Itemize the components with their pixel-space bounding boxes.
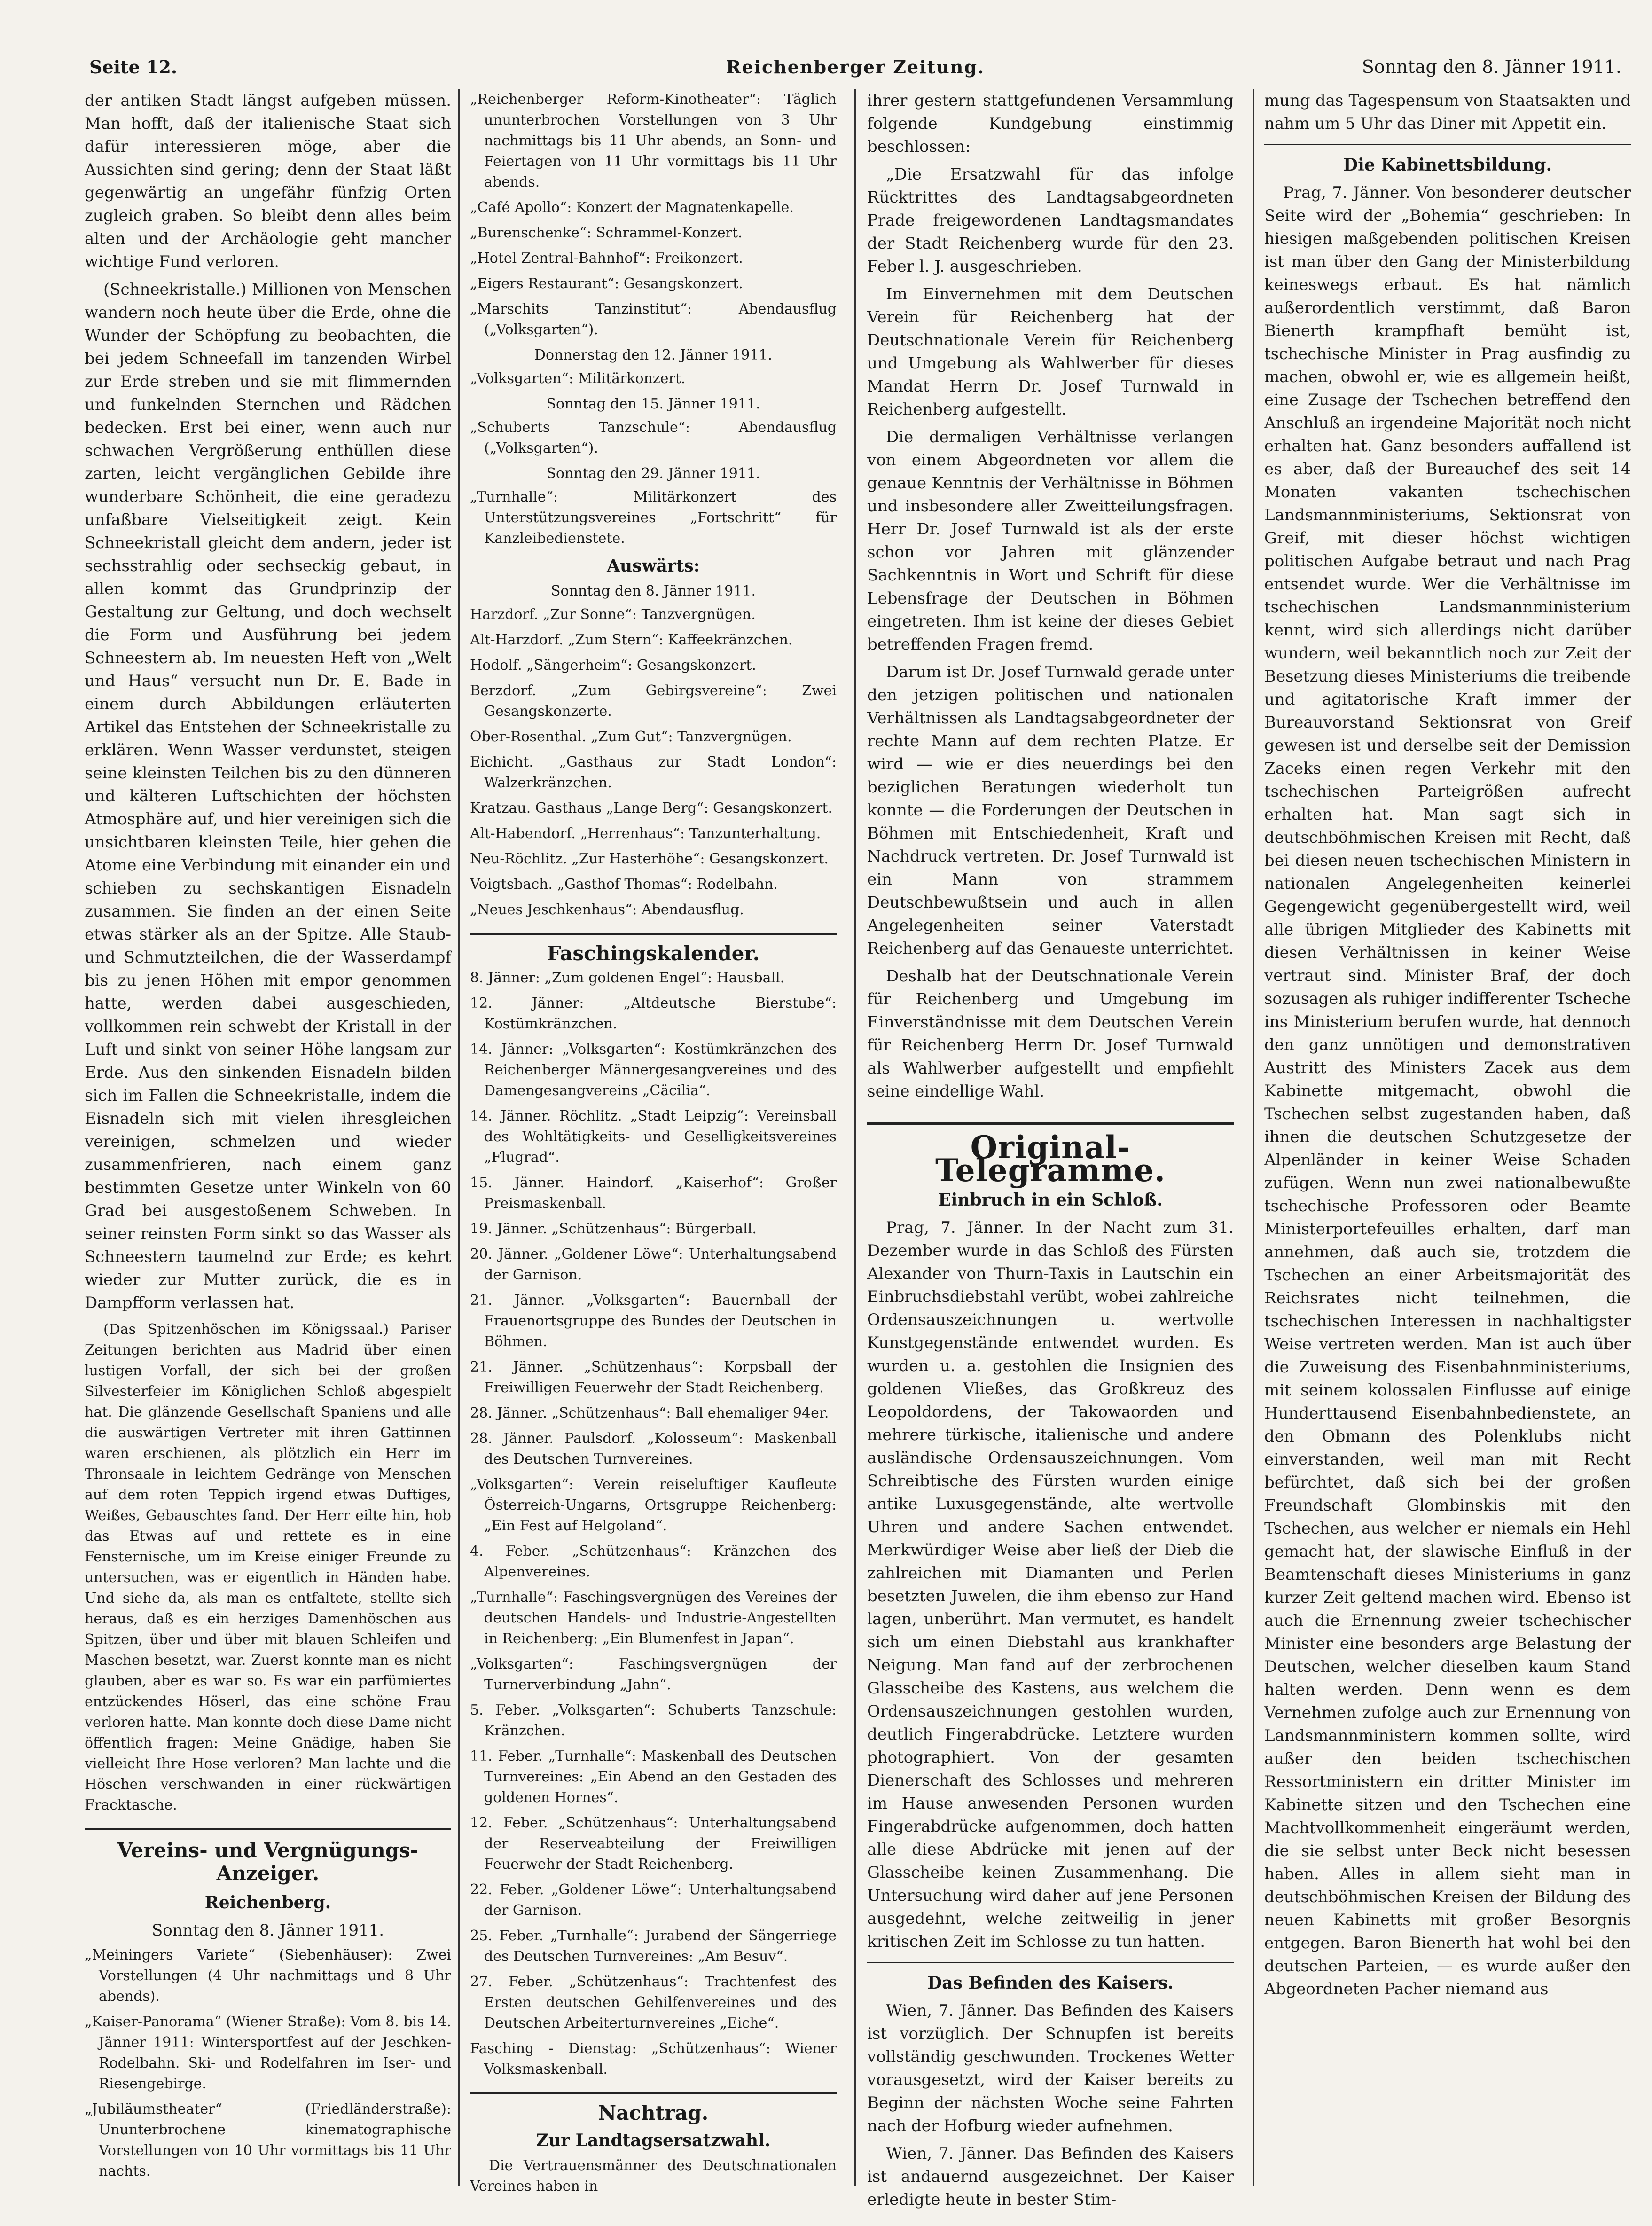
- listing-entry: „Kaiser-Panorama“ (Wiener Straße): Vom 8. bis 14. Jänner 1911: Wintersportfest auf der Jeschken-Rodelbahn. Ski- und Rodelfahren im Iser- und Riesengebirge.: [85, 2014, 451, 2092]
- section-title-telegramme: Original-Telegramme.: [867, 1122, 1234, 1182]
- listing-entry: „Eigers Restaurant“: Gesangskonzert.: [470, 275, 743, 292]
- subsection-title: Zur Landtagsersatzwahl.: [536, 2131, 771, 2150]
- listing-entry: 15. Jänner. Haindorf. „Kaiserhof“: Großer Preismaskenball.: [470, 1175, 837, 1212]
- listing-date: Donnerstag den 12. Jänner 1911.: [534, 347, 773, 363]
- listing-entry: Voigtsbach. „Gasthof Thomas“: Rodelbahn.: [470, 876, 778, 893]
- listing-entry: 25. Feber. „Turnhalle“: Jurabend der Sängerriege des Deutschen Turnvereines: „Am Besuv“.: [470, 1928, 837, 1965]
- article-paragraph: Die dermaligen Verhältnisse verlangen von einem Abgeordneten vor allem die genaue Kenntnis der Verhältnisse in Böhmen und insbesondere aller Zweitteilungsfragen. Herr Dr. Josef Turnwald ist als der erste schon vor Jahren mit glänzender Sachkenntnis in Wort und Schrift für diese Lebensfrage der Deutschen in Böhmen eingetreten. Ihm ist keine der dieses Gebiet betreffenden Fragen fremd.: [867, 428, 1234, 654]
- column-4: [1264, 89, 1631, 2190]
- listing-entry: 28. Jänner. Paulsdorf. „Kolosseum“: Maskenball des Deutschen Turnvereines.: [470, 1430, 837, 1467]
- section-place: Reichenberg.: [204, 1893, 331, 1912]
- listing-entry: Fasching - Dienstag: „Schützenhaus“: Wiener Volksmaskenball.: [470, 2040, 837, 2077]
- listing-entry: „Turnhalle“: Militärkonzert des Unterstützungsvereines „Fortschritt“ für Kanzleibedienstete.: [470, 489, 837, 547]
- section-title-auswaerts: Auswärts:: [607, 556, 700, 576]
- listing-entry: Ober-Rosenthal. „Zum Gut“: Tanzvergnügen.: [470, 729, 792, 745]
- listing-entry: 22. Feber. „Goldener Löwe“: Unterhaltungsabend der Garnison.: [470, 1881, 837, 1919]
- listing-entry: Alt-Habendorf. „Herrenhaus“: Tanzunterhaltung.: [470, 825, 821, 842]
- divider: [1264, 144, 1631, 145]
- article-paragraph: Prag, 7. Jänner. Von besonderer deutscher Seite wird der „Bohemia“ geschrieben: In hiesigen maßgebenden politischen Kreisen ist man über den Gang der Ministerbildung keineswegs erbaut. Es hat nämlich außerordentlich verstimmt, daß Baron Bienerth krampfhaft bemüht ist, tschechische Minister in Prag ausfindig zu machen, obwohl er, wie es allgemein heißt, eine Zusage der Tschechen betreffend den Anschluß an irgendeine Majorität noch nicht erhalten hat. Ganz besonders auffallend ist es aber, daß der Bureauchef des seit 14 Monaten vakanten tschechischen Landsmannministeriums, Sektionsrat von Greif, mit dieser höchst wichtigen politischen Aufgabe betraut und nach Prag entsendet wurde. Wer die Verhältnisse im tschechischen Landsmannministerium kennt, wird sich allerdings nicht darüber wundern, weil bekanntlich noch zur Zeit der Besetzung dieses Ministeriums die treibende und agitatorische Kraft immer der Bureauvorstand Sektionsrat von Greif gewesen ist und derselbe seit der Demission Zaceks einen regen Verkehr mit den tschechischen Parteigrößen aufrecht erhalten hat. Man sagt sich in deutschböhmischen Kreisen mit Recht, daß bei diesen neuen tschechischen Ministern in nationalen Angelegenheiten keinerlei Gegengewicht gegenübergestellt wird, weil alle übrigen Mitglieder des Kabinetts mit diesen Verhältnissen in keiner Weise vertraut sind. Minister Braf, der doch sozusagen als ruhiger indifferenter Tscheche ins Ministerium berufen wurde, hat dennoch den ganz unnötigen und demonstrativen Austritt des Ministers Zacek aus dem Kabinette mitgemacht, obwohl die Tschechen selbst zugestanden haben, daß ihnen die deutschen Schutzgesetze der Alpenländer in keiner Weise Schaden zufügen. Wenn nun zwei nationalbewußte tschechische Professoren oder Beamte Ministerportefeuilles erhalten, darf man annehmen, daß auch sie, trotzdem die Tschechen an einer Arbeitsmajorität des Reichsrates nicht teilnehmen, die tschechischen Interessen in nachhaltigster Weise vertreten werden. Man ist auch über die Zuweisung des Eisenbahnministeriums, mit seinem kolossalen Einflusse auf einige Hunderttausend Eisenbahnbedienstete, an den Obmann des Polenklubs nicht einverstanden, weil man mit Recht befürchtet, daß sich bei der großen Freundschaft Glombinskis mit den Tschechen, aus welcher er niemals ein Hehl gemacht hat, der slawische Einfluß in der Beamtenschaft dieses Ministeriums in ganz kurzer Zeit geltend machen wird. Ebenso ist auch die Ernennung zweier tschechischer Minister eine besonders arge Belastung der Deutschen, welcher dieselben kaum Stand halten werden. Denn wenn es dem Vernehmen zufolge auch zur Ernennung von Landsmannministern kommen sollte, wird außer den beiden tschechischen Ressortministern ein dritter Minister im Kabinette sitzen und den Tschechen eine Machtvollkommenheit eingeräumt werden, die sie selbst unter Beck nicht besessen haben. Alles in allem sieht man in deutschböhmischen Kreisen der Bildung des neuen Kabinetts mit großer Besorgnis entgegen. Baron Bienerth hat wohl bei den deutschen Parteien, — es wurde außer den Abgeordneten Pacher niemand aus: [1264, 183, 1631, 1999]
- listing-entry: 12. Jänner: „Altdeutsche Bierstube“: Kostümkränzchen.: [470, 995, 837, 1032]
- listing-entry: „Marschits Tanzinstitut“: Abendausflug („Volksgarten“).: [470, 301, 837, 338]
- section-title-vereins: Vereins- und Vergnügungs-Anzeiger.: [85, 1828, 451, 1885]
- listing-entry: „Jubiläumstheater“ (Friedländerstraße): Ununterbrochene kinematographische Vorstellungen von 10 Uhr vormittags bis 11 Uhr nachts.: [85, 2101, 451, 2179]
- listing-entry: Eichicht. „Gasthaus zur Stadt London“: Walzerkränzchen.: [470, 754, 837, 791]
- listing-date: Sonntag den 8. Jänner 1911.: [551, 583, 756, 599]
- section-title-fasching: Faschingskalender.: [470, 933, 837, 964]
- column-2: [470, 89, 837, 2195]
- listing-entry: Kratzau. Gasthaus „Lange Berg“: Gesangskonzert.: [470, 800, 833, 816]
- column-3: [867, 89, 1234, 2209]
- listing-entry: 28. Jänner. „Schützenhaus“: Ball ehemaliger 94er.: [470, 1405, 829, 1421]
- article-paragraph: Prag, 7. Jänner. In der Nacht zum 31. Dezember wurde in das Schloß des Fürsten Alexander von Thurn-Taxis in Lautschin ein Einbruchsdiebstahl verübt, wobei zahlreiche Ordensauszeichnungen u. wertvolle Kunstgegenstände entwendet wurden. Es wurden u. a. gestohlen die Insignien des goldenen Vließes, das Großkreuz des Leopoldordens, der Takowaorden und mehrere türkische, italienische und andere ausländische Ordensauszeichnungen. Vom Schreibtische des Fürsten wurden einige antike Luxusgegenstände, alte wertvolle Uhren und andere Sachen entwendet. Merkwürdiger Weise aber ließ der Dieb die zahlreichen mit Diamanten und Perlen besetzten Juwelen, die ihm ebenso zur Hand lagen, unberührt. Man vermutet, es handelt sich um einen Diebstahl aus krankhafter Neigung. Man fand auf der zerbrochenen Glasscheibe des Kastens, aus welchem die Ordensauszeichnungen gestohlen wurden, deutlich Fingerabdrücke. Letztere wurden photographiert. Von der gesamten Dienerschaft des Schlosses und mehreren im Hause anwesenden Personen wurden Fingerabdrücke aufgenommen, doch hatten alle diese Abdrücke mit jenen auf der Glasscheibe keinen Zusammenhang. Die Untersuchung wird daher auf jene Personen ausgedehnt, welche zeitweilig in jener kritischen Zeit im Schlosse zu tun hatten.: [867, 1218, 1234, 1951]
- listing-entry: 4. Feber. „Schützenhaus“: Kränzchen des Alpenvereines.: [470, 1543, 837, 1580]
- listing-entry: 21. Jänner. „Schützenhaus“: Korpsball der Freiwilligen Feuerwehr der Stadt Reichenberg.: [470, 1359, 837, 1396]
- article-paragraph: Wien, 7. Jänner. Das Befinden des Kaisers ist andauernd ausgezeichnet. Der Kaiser erledigte heute in bester Stim-: [867, 2144, 1234, 2209]
- listing-entry: 20. Jänner. „Goldener Löwe“: Unterhaltungsabend der Garnison.: [470, 1246, 837, 1283]
- newspaper-name: Reichenberger Zeitung.: [726, 56, 985, 78]
- article-paragraph: mung das Tagespensum von Staatsakten und nahm um 5 Uhr das Diner mit Appetit ein.: [1264, 91, 1631, 133]
- listing-entry: 21. Jänner. „Volksgarten“: Bauernball der Frauenortsgruppe des Bundes der Deutschen in Böhmen.: [470, 1292, 837, 1350]
- article-paragraph: Darum ist Dr. Josef Turnwald gerade unter den jetzigen politischen und nationalen Verhältnissen als Landtagsabgeordneter der rechte Mann auf dem rechten Platze. Er wird — wie er dies neuerdings bei den beziglichen Beratungen wiederholt tun konnte — die Forderungen der Deutschen in Böhmen mit Entschiedenheit, Kraft und Nachdruck vertreten. Dr. Josef Turnwald ist ein Mann von strammem Deutschbewußtsein und auch in allen Angelegenheiten seiner Vaterstadt Reichenberg auf das Genaueste unterrichtet.: [867, 663, 1234, 958]
- listing-date: Sonntag den 29. Jänner 1911.: [546, 465, 760, 482]
- listing-entry: „Hotel Zentral-Bahnhof“: Freikonzert.: [470, 250, 743, 266]
- listing-entry: Alt-Harzdorf. „Zum Stern“: Kaffeekränzchen.: [470, 632, 793, 648]
- listing-entry: „Volksgarten“: Militärkonzert.: [470, 370, 686, 387]
- issue-date: Sonntag den 8. Jänner 1911.: [1362, 56, 1621, 77]
- listing-entry: 8. Jänner: „Zum goldenen Engel“: Hausball.: [470, 970, 785, 986]
- listing-entry: Hodolf. „Sängerheim“: Gesangskonzert.: [470, 657, 756, 674]
- article-schneekristalle: (Schneekristalle.) Millionen von Menschen wandern noch heute über die Erde, ohne die Wunder der Schöpfung zu beobachten, die bei jedem Schneefall im tanzenden Wirbel zur Erde streben und sie mit flimmernden und funkelnden Sternchen und Rädchen bedecken. Erst bei einer, wenn auch nur schwachen Vergrößerung enthüllen diese zarten, leicht vergänglichen Gebilde ihre wunderbare Schönheit, die eine geradezu unfaßbare Vielseitigkeit zeigt. Kein Schneekristall gleicht dem andern, jeder ist sechsstrahlig oder sechseckig gebaut, in allen kommt das Grundprinzip der Gestaltung zur Geltung, und doch wechselt die Form und Ausführung bei jedem Schneestern ab. Im neuesten Heft von „Welt und Haus“ versucht nun Dr. E. Bade in einem durch Abbildungen erläuterten Artikel das Entstehen der Schneekristalle zu erklären. Wenn Wasser verdunstet, steigen seine kleinsten Teilchen bis zu den dünneren und kälteren Luftschichten der höchsten Atmosphäre auf, und hier vereinigen sich die unsichtbaren kleinsten Teile, hier gehen die Atome eine Verbindung mit einander ein und schieben zu sechskantigen Eisnadeln zusammen. Sie finden an der einen Seite etwas stärker als an der Spitze. Alle Staub- und Schmutzteilchen, die der Wasserdampf bis zu jenen Höhen mit empor genommen hatte, werden dabei ausgeschieden, vollkommen rein schwebt der Kristall in der Luft und sinkt von seiner Höhe langsam zur Erde. Aus den sinkenden Eisnadeln bilden sich im Fallen die Schneekristalle, indem die Eisnadeln sich mit vielen ihresgleichen vereinigen, schmelzen und wieder zusammenfrieren, nach einem ganz bestimmten Gesetze unter Winkeln von 60 Grad bei ausgestoßenem Schweben. In seiner reinsten Form sinkt so das Wasser als Schneestern taumelnd zur Erde; es kehrt wieder zur Mutter zurück, die es in Dampfform verlassen hat.: [85, 280, 451, 1312]
- listing-entry: 27. Feber. „Schützenhaus“: Trachtenfest des Ersten deutschen Gehilfenvereines und des Deutschen Arbeiterturnvereines „Eiche“.: [470, 1974, 837, 2031]
- section-title-nachtrag: Nachtrag.: [470, 2092, 837, 2124]
- listing-entry: Neu-Röchlitz. „Zur Hasterhöhe“: Gesangskonzert.: [470, 851, 829, 867]
- listing-entry: „Burenschenke“: Schrammel-Konzert.: [470, 225, 743, 241]
- divider: [867, 1962, 1234, 1963]
- article-paragraph: ihrer gestern stattgefundenen Versammlung folgende Kundgebung einstimmig beschlossen:: [867, 91, 1234, 156]
- listing-entry: 14. Jänner. Röchlitz. „Stadt Leipzig“: Vereinsball des Wohltätigkeits- und Geselligkeitsvereines „Flugrad“.: [470, 1108, 837, 1166]
- column-divider: [458, 89, 460, 2186]
- article-paragraph: Wien, 7. Jänner. Das Befinden des Kaisers ist vorzüglich. Der Schnupfen ist bereits vollständig geschwunden. Trockenes Wetter vorausgesetzt, wird der Kaiser bereits zu Beginn der nächsten Woche seine Fahrten nach der Hofburg wieder aufnehmen.: [867, 2001, 1234, 2135]
- article-headline: Einbruch in ein Schloß.: [938, 1190, 1163, 1210]
- listing-entry: 14. Jänner: „Volksgarten“: Kostümkränzchen des Reichenberger Männergesangvereines und des Damengesangvereins „Cäcilia“.: [470, 1041, 837, 1099]
- listing-entry: Harzdorf. „Zur Sonne“: Tanzvergnügen.: [470, 606, 756, 623]
- listing-entry: „Turnhalle“: Faschingsvergnügen des Vereines der deutschen Handels- und Industrie-Angestellten in Reichenberg: „Ein Blumenfest in Japan“.: [470, 1589, 837, 1647]
- listing-entry: „Meiningers Variete“ (Siebenhäuser): Zwei Vorstellungen (4 Uhr nachmittags und 8 Uhr abends).: [85, 1947, 451, 2005]
- listing-entry: 19. Jänner. „Schützenhaus“: Bürgerball.: [470, 1221, 757, 1237]
- listing-entry: „Reichenberger Reform-Kinotheater“: Täglich ununterbrochen Vorstellungen von 3 Uhr nachmittags bis 11 Uhr abends, an Sonn- und Feiertagen von 11 Uhr vormittags bis 11 Uhr abends.: [470, 91, 837, 190]
- listing-date: Sonntag den 15. Jänner 1911.: [546, 396, 760, 412]
- listing-entry: „Neues Jeschkenhaus“: Abendausflug.: [470, 901, 744, 918]
- listing-entry: 11. Feber. „Turnhalle“: Maskenball des Deutschen Turnvereines: „Ein Abend an den Gestaden des goldenen Hornes“.: [470, 1748, 837, 1806]
- column-divider: [854, 89, 856, 2186]
- listing-entry: „Café Apollo“: Konzert der Magnatenkapelle.: [470, 199, 794, 216]
- listing-entry: Berzdorf. „Zum Gebirgsvereine“: Zwei Gesangskonzerte.: [470, 682, 837, 720]
- column-1: [85, 89, 451, 2190]
- page-header: [89, 52, 1621, 89]
- page-number: Seite 12.: [89, 56, 178, 78]
- article-paragraph: Deshalb hat der Deutschnationale Verein für Reichenberg und Umgebung im Einverständnisse mit dem Deutschen Verein für Reichenberg Herrn Dr. Josef Turnwald als Wahlwerber aufgestellt und empfiehlt seine eindellige Wahl.: [867, 967, 1234, 1101]
- listing-entry: 5. Feber. „Volksgarten“: Schuberts Tanzschule: Kränzchen.: [470, 1702, 837, 1739]
- article-paragraph: „Die Ersatzwahl für das infolge Rücktrittes des Landtagsabgeordneten Prade freigewordenen Landtagsmandates der Stadt Reichenberg wurde für den 23. Feber l. J. ausgeschrieben.: [867, 165, 1234, 276]
- article-headline: Die Kabinettsbildung.: [1343, 155, 1552, 175]
- article-headline: Das Befinden des Kaisers.: [927, 1973, 1174, 1993]
- listing-entry: 12. Feber. „Schützenhaus“: Unterhaltungsabend der Reserveabteilung der Freiwilligen Feuerwehr der Stadt Reichenberg.: [470, 1815, 837, 1873]
- listing-entry: „Schuberts Tanzschule“: Abendausflug („Volksgarten“).: [470, 419, 837, 456]
- article-paragraph: Im Einvernehmen mit dem Deutschen Verein für Reichenberg hat der Deutschnationale Verein für Reichenberg und Umgebung als Wahlwerber für dieses Mandat Herrn Dr. Josef Turnwald in Reichenberg aufgestellt.: [867, 285, 1234, 419]
- listing-entry: „Volksgarten“: Verein reiseluftiger Kaufleute Österreich-Ungarns, Ortsgruppe Reichenberg: „Ein Fest auf Helgoland“.: [470, 1476, 837, 1534]
- article-paragraph: der antiken Stadt längst aufgeben müssen. Man hofft, daß der italienische Staat sich dafür interessieren möge, aber die Aussichten sind gering; denn der Staat läßt gegenwärtig an ungefähr fünfzig Orten zugleich graben. So bleibt denn alles beim alten und der Archäologie geht mancher wichtige Fund verloren.: [85, 91, 451, 271]
- column-divider: [1253, 89, 1254, 2186]
- section-date: Sonntag den 8. Jänner 1911.: [151, 1921, 384, 1940]
- article-paragraph: Die Vertrauensmänner des Deutschnationalen Vereines haben in: [470, 2157, 837, 2195]
- article-spitzenhoeschen: (Das Spitzenhöschen im Königssaal.) Pariser Zeitungen berichten aus Madrid über einen lustigen Vorfall, der sich bei der großen Silvesterfeier im Königlichen Schloß abgespielt hat. Die glänzende Gesellschaft Spaniens und alle die auswärtigen Vertreter mit ihren Gattinnen waren erschienen, als plötzlich ein Herr im Thronsaale in leichtem Gedränge von Menschen auf dem roten Teppich irgend etwas Duftiges, Weißes, Gebauschtes fand. Der Herr eilte hin, hob das Etwas auf und rettete es in eine Fensternische, um im Kreise einiger Freunde zu untersuchen, was er eigentlich in Händen habe. Und siehe da, als man es entfaltete, stellte sich heraus, daß es ein herziges Damenhöschen aus Spitzen, über und über mit blauen Schleifen und Maschen besetzt, war. Zuerst konnte man es nicht glauben, aber es war so. Es war ein parfümiertes entzückendes Höserl, das eine schöne Frau verloren hatte. Man konnte doch diese Dame nicht öffentlich fragen: Meine Gnädige, haben Sie vielleicht Ihre Hose verloren? Man lachte und die Höschen verschwanden in einer rückwärtigen Fracktasche.: [85, 1321, 451, 1813]
- listing-entry: „Volksgarten“: Faschingsvergnügen der Turnerverbindung „Jahn“.: [470, 1656, 837, 1693]
